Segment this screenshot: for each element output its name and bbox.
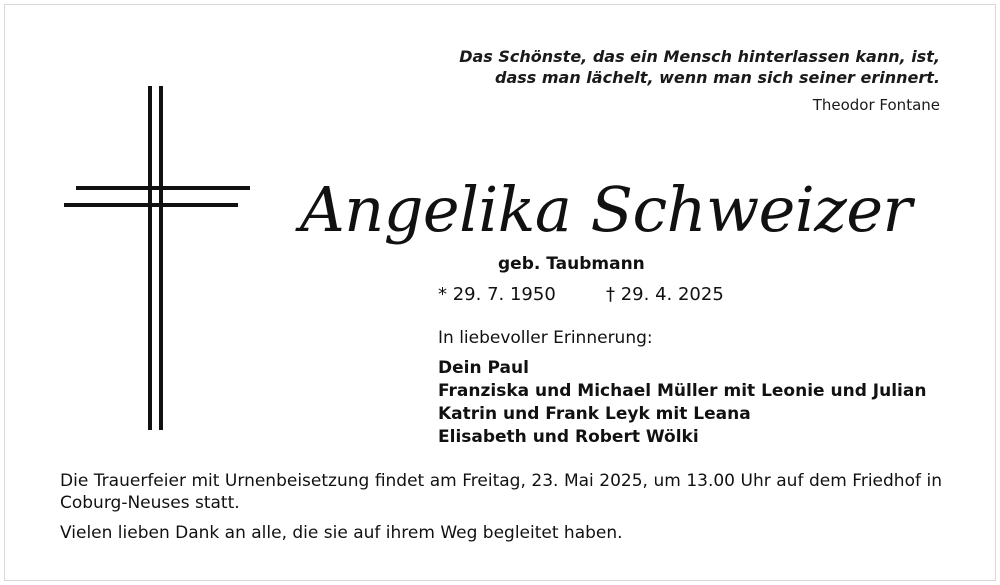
quote-author: Theodor Fontane (812, 96, 940, 114)
life-dates (438, 284, 724, 305)
mourner-line: Dein Paul (438, 358, 529, 378)
birth-date: * 29. 7. 1950 (438, 284, 556, 305)
mourner-line: Elisabeth und Robert Wölki (438, 427, 699, 447)
mourner-line: Katrin und Frank Leyk mit Leana (438, 404, 751, 424)
thanks-text: Vielen lieben Dank an alle, die sie auf ihrem Weg begleitet haben. (60, 523, 623, 543)
maiden-name: geb. Taubmann (498, 254, 645, 274)
quote (380, 46, 940, 88)
mourners-list (438, 357, 926, 449)
mourner-line: Franziska und Michael Müller mit Leonie und Julian (438, 381, 927, 401)
cross-icon (64, 86, 250, 430)
ceremony-text: Die Trauerfeier mit Urnenbeisetzung findet am Freitag, 23. Mai 2025, um 13.00 Uhr auf dem Friedhof in Coburg-Neuses statt. (60, 471, 942, 513)
death-date: † 29. 4. 2025 (606, 284, 724, 305)
memory-intro: In liebevoller Erinnerung: (438, 328, 653, 348)
quote-line-2: dass man lächelt, wenn man sich seiner erinnert. (495, 68, 940, 87)
deceased-name: Angelika Schweizer (300, 173, 912, 246)
quote-line-1: Das Schönste, das ein Mensch hinterlassen kann, ist, (459, 47, 940, 66)
